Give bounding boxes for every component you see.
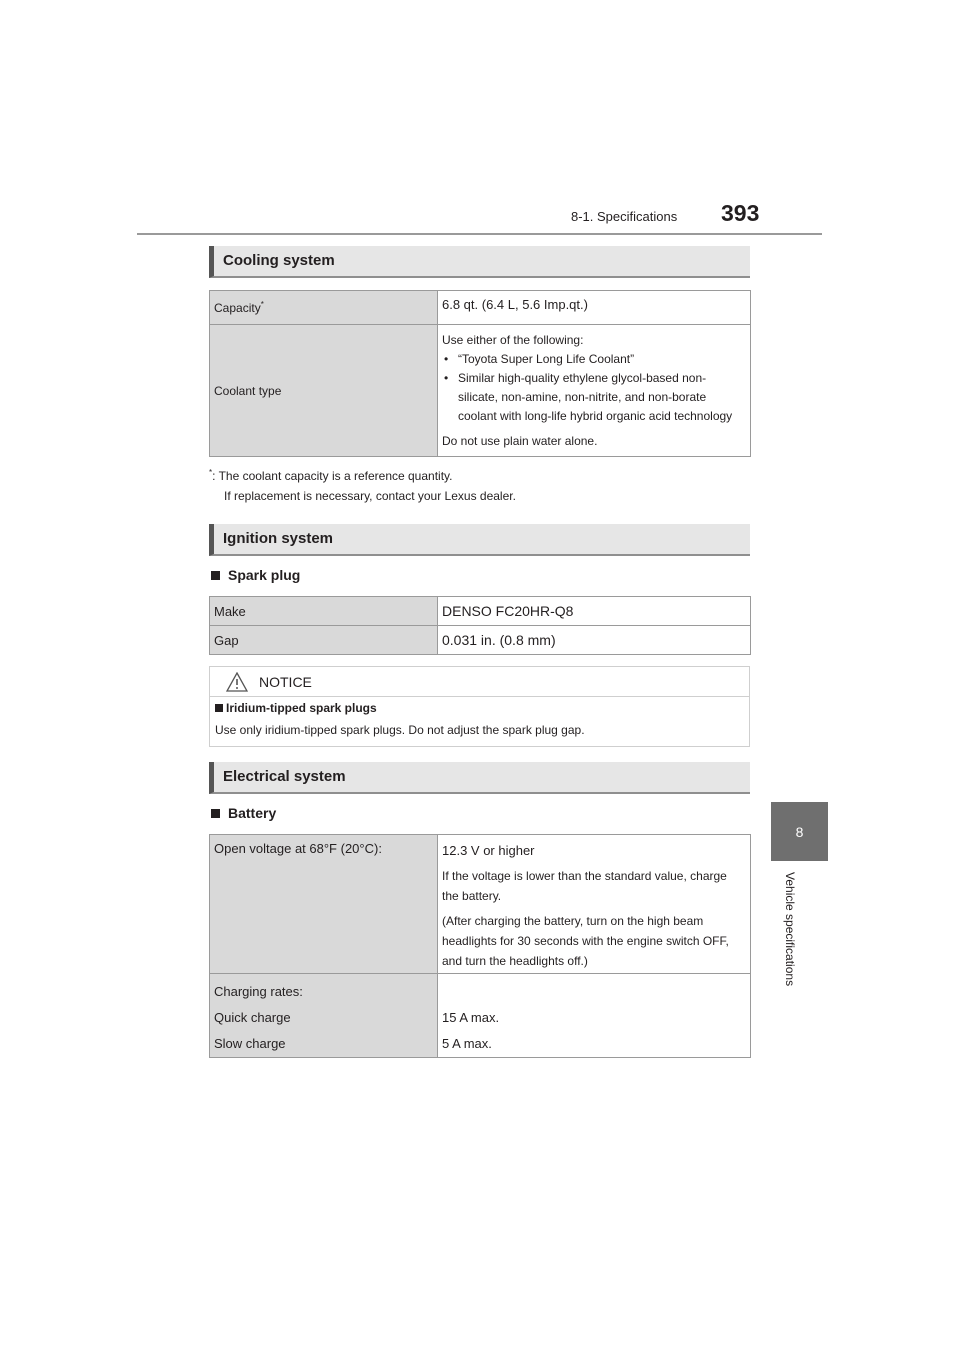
capacity-label: Capacity* [210, 291, 438, 325]
gap-row [210, 626, 751, 655]
electrical-heading [209, 762, 750, 794]
cooling-heading [209, 246, 750, 278]
ignition-heading-text: Ignition system [223, 530, 334, 547]
charging-rates-values [438, 974, 751, 1058]
footnote-mark: * [209, 468, 213, 477]
notice-header [210, 667, 749, 697]
spark-plug-subheading: Spark plug [211, 567, 300, 583]
chapter-tab[interactable]: 8 [771, 802, 828, 861]
ignition-heading [209, 524, 750, 556]
cooling-footnote [209, 463, 516, 506]
make-value: DENSO FC20HR-Q8 [438, 597, 751, 626]
gap-value: 0.031 in. (0.8 mm) [438, 626, 751, 655]
capacity-footnote-mark: * [260, 300, 264, 309]
charging-rates-row [210, 974, 751, 1058]
chapter-title [783, 872, 803, 1012]
coolant-warning: Do not use plain water alone. [442, 434, 598, 448]
capacity-value: 6.8 qt. (6.4 L, 5.6 Imp.qt.) [438, 291, 751, 325]
quick-charge-label: Quick charge [214, 1010, 291, 1025]
coolant-intro: Use either of the following: [442, 333, 584, 347]
coolant-option-2: • Similar high-quality ethylene glycol-based non-silicate, non-amine, non-nitrite, and non-borate coolant with long-life hybrid organic acid technology [444, 371, 733, 423]
voltage-note-1: If the voltage is lower than the standard value, charge the battery. [442, 869, 727, 903]
capacity-row [210, 291, 751, 325]
slow-charge-label: Slow charge [214, 1036, 286, 1051]
voltage-row [210, 835, 751, 974]
coolant-label: Coolant type [210, 325, 438, 457]
coolant-value [438, 325, 751, 457]
make-row [210, 597, 751, 626]
electrical-heading-text: Electrical system [223, 768, 346, 785]
voltage-value [438, 835, 751, 974]
notice-subheading: Iridium-tipped spark plugs [215, 701, 377, 715]
square-bullet-icon [211, 809, 220, 818]
header-divider [137, 233, 822, 235]
page-number: 393 [721, 200, 760, 226]
footnote-line-1: : The coolant capacity is a reference quantity. [212, 469, 453, 483]
slow-charge-value: 5 A max. [442, 1036, 492, 1051]
make-label: Make [210, 597, 438, 626]
notice-box [209, 666, 750, 747]
cooling-heading-text: Cooling system [223, 252, 335, 269]
spark-plug-table [209, 596, 751, 655]
footnote-line-2: If replacement is necessary, contact your Lexus dealer. [224, 489, 516, 503]
battery-subheading: Battery [211, 805, 276, 821]
cooling-table [209, 290, 751, 457]
battery-table [209, 834, 751, 1058]
gap-label: Gap [210, 626, 438, 655]
charging-rates-labels [210, 974, 438, 1058]
coolant-row [210, 325, 751, 457]
square-bullet-icon [215, 704, 223, 712]
square-bullet-icon [211, 571, 220, 580]
chapter-title-text: Vehicle specifications [783, 872, 797, 987]
notice-text: Use only iridium-tipped spark plugs. Do not adjust the spark plug gap. [215, 723, 585, 737]
section-title: 8-1. Specifications [571, 209, 678, 224]
quick-charge-value: 15 A max. [442, 1010, 500, 1025]
voltage-label: Open voltage at 68°F (20°C): [210, 835, 438, 974]
charging-rates-label: Charging rates: [214, 984, 303, 999]
voltage-spec: 12.3 V or higher [442, 843, 535, 858]
voltage-note-2: (After charging the battery, turn on the high beam headlights for 30 seconds with the engine switch OFF, and turn the headlights off.) [442, 914, 729, 968]
coolant-option-1: • “Toyota Super Long Life Coolant” [444, 352, 635, 366]
notice-title: NOTICE [259, 674, 312, 690]
warning-triangle-icon [226, 672, 248, 692]
